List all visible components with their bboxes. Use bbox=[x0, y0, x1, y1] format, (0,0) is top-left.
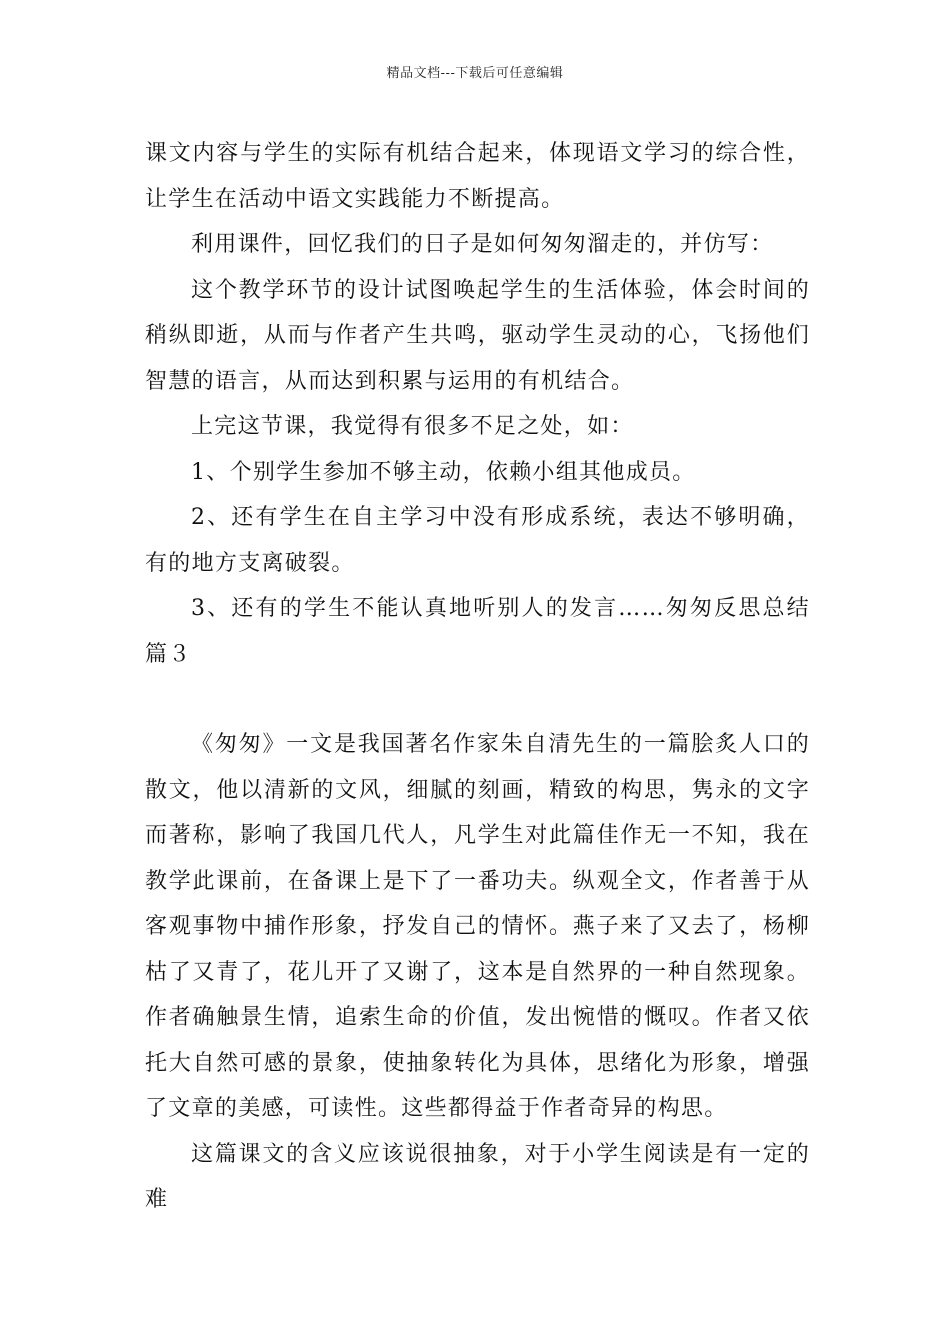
page-header: 精品文档---下载后可任意编辑 bbox=[386, 66, 564, 81]
paragraph-3: 这个教学环节的设计试图唤起学生的生活体验，体会时间的稍纵即逝，从而与作者产生共鸣，驱动学生灵动的心，飞扬他们智慧的语言，从而达到积累与运用的有机结合。 bbox=[145, 277, 810, 394]
paragraph-1: 课文内容与学生的实际有机结合起来，体现语文学习的综合性，让学生在活动中语文实践能力不断提高。 bbox=[145, 141, 810, 212]
list-item-1: 1、个别学生参加不够主动，依赖小组其他成员。 bbox=[191, 459, 696, 485]
paragraph-5: 《匆匆》一文是我国著名作家朱自清先生的一篇脍炙人口的散文，他以清新的文风，细腻的刻画，精致的构思，隽永的文字而著称，影响了我国几代人，凡学生对此篇佳作无一不知，我在教学此课前，在备课上是下了一番功夫。纵观全文，作者善于从客观事物中捕作形象，抒发自己的情怀。燕子来了又去了，杨柳枯了又青了，花儿开了又谢了，这本是自然界的一种自然现象。作者确触景生情，追索生命的价值，发出惋惜的慨叹。作者又依托大自然可感的景象，使抽象转化为具体，思绪化为形象，增强了文章的美感，可读性。这些都得益于作者奇异的构思。 bbox=[145, 732, 810, 1121]
paragraph-2: 利用课件，回忆我们的日子是如何匆匆溜走的，并仿写： bbox=[191, 232, 774, 257]
document-body bbox=[145, 131, 810, 1223]
paragraph-6: 这篇课文的含义应该说很抽象，对于小学生阅读是有一定的难 bbox=[145, 1141, 810, 1212]
paragraph-4: 上完这节课，我觉得有很多不足之处，如： bbox=[191, 414, 634, 439]
list-item-2: 2、还有学生在自主学习中没有形成系统，表达不够明确，有的地方支离破裂。 bbox=[145, 505, 810, 576]
list-item-3: 3、还有的学生不能认真地听别人的发言……匆匆反思总结篇３ bbox=[145, 596, 810, 667]
